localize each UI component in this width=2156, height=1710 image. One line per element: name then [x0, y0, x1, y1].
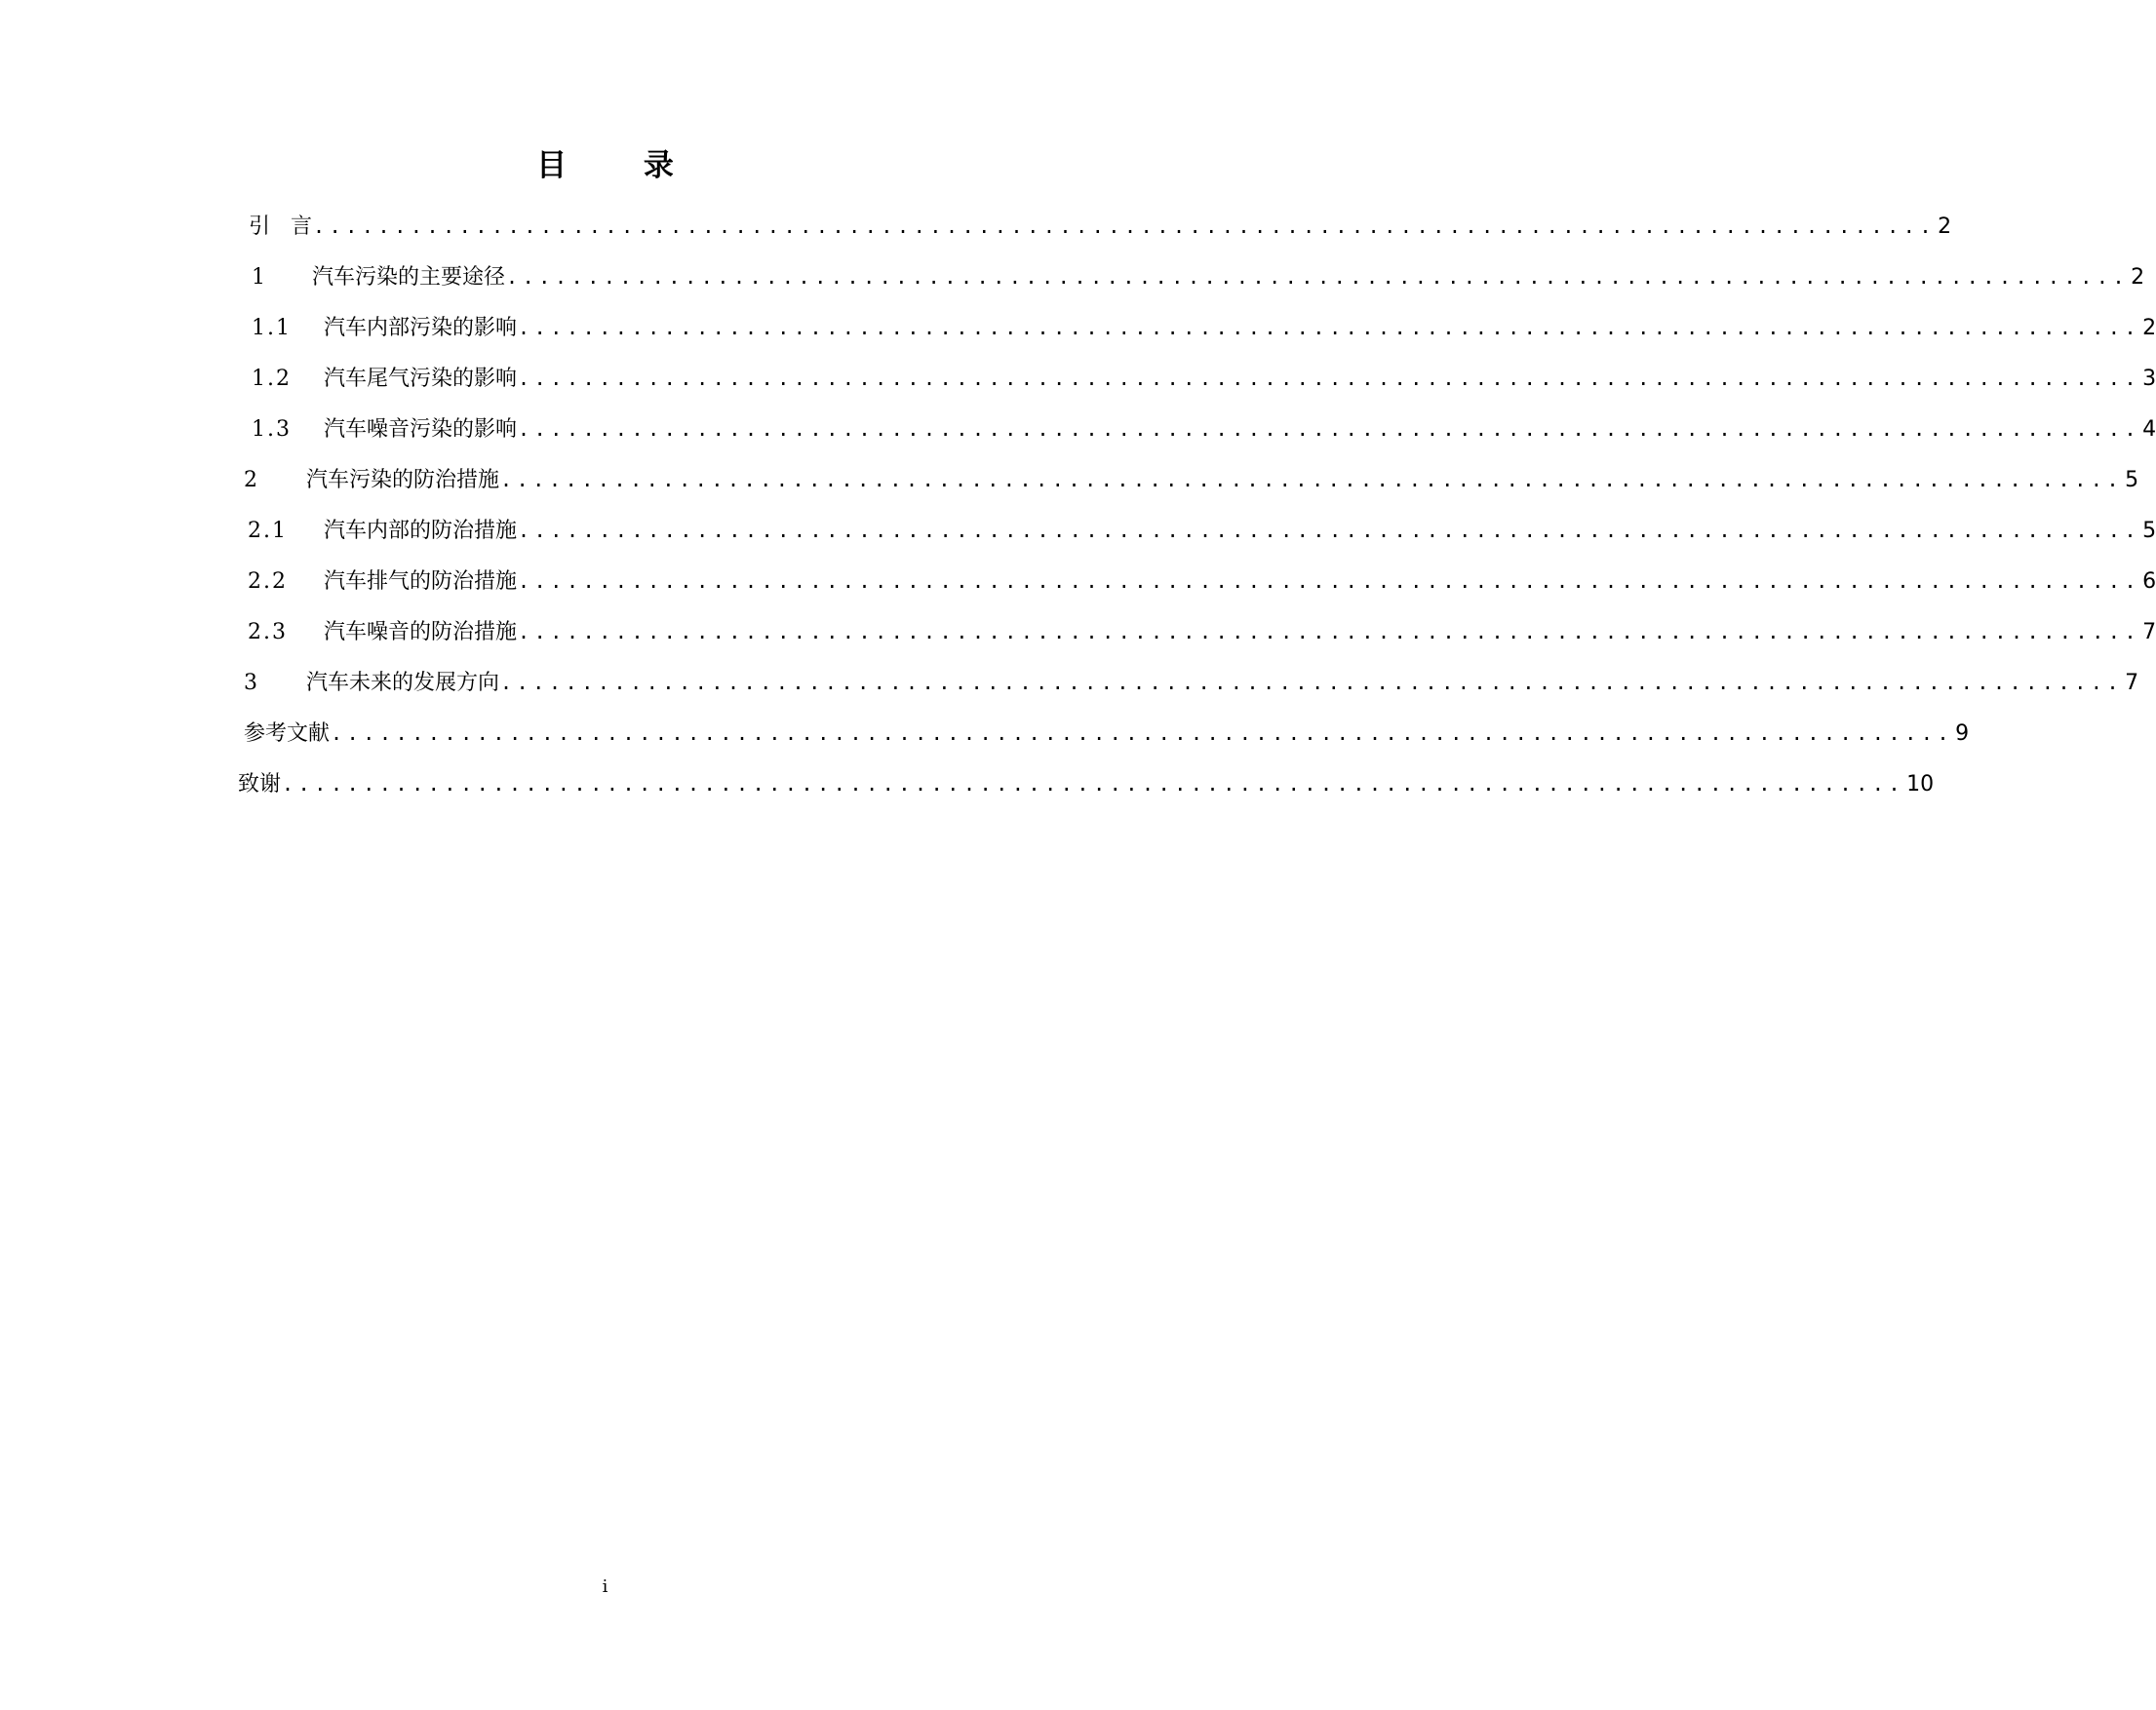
toc-entry-text: 汽车内部污染的影响 [324, 316, 518, 340]
toc-entry[interactable] [248, 566, 2156, 597]
toc-entry-page: 4 [2142, 417, 2156, 442]
toc-dot-leader: .................................................................................................... [506, 265, 2130, 289]
toc-entry-text: 汽车尾气污染的影响 [324, 367, 518, 391]
toc-dot-leader: .................................................................................................... [282, 772, 1905, 796]
toc-entry[interactable] [244, 668, 2139, 698]
toc-entry-text: 汽车噪音污染的影响 [324, 417, 518, 442]
toc-dot-leader: .................................................................................................... [500, 468, 2124, 491]
toc-entry[interactable] [252, 313, 2156, 343]
toc-entry-text: 参考文献 [244, 721, 331, 746]
toc-entry-number: 1.1 [252, 316, 292, 340]
toc-dot-leader: .................................................................................................... [331, 721, 1954, 745]
toc-entry-number: 2 [244, 468, 259, 492]
toc-entry-text: 汽车污染的主要途径 [312, 265, 506, 290]
page-number-footer: i [602, 1576, 608, 1597]
toc-entry[interactable] [244, 465, 2139, 495]
toc-dot-leader: .................................................................................................... [500, 671, 2124, 694]
toc-entry-number: 1 [252, 265, 267, 290]
toc-entry-text: 汽车污染的防治措施 [306, 468, 500, 492]
toc-entry-number: 1.3 [252, 417, 292, 442]
toc-entry-page: 3 [2142, 367, 2156, 391]
toc-entry-number: 2.1 [248, 519, 288, 543]
toc-entry[interactable] [248, 617, 2156, 647]
toc-dot-leader: .................................................................................................... [518, 519, 2141, 542]
toc-entry-page: 2 [1938, 214, 1952, 239]
toc-entry-text: 致谢 [238, 772, 282, 797]
toc-entry-number: 3 [244, 671, 259, 695]
toc-entry-text: 汽车内部的防治措施 [324, 519, 518, 543]
toc-entry-page: 7 [2125, 671, 2139, 695]
toc-entry[interactable] [248, 516, 2156, 546]
toc-entry-page: 6 [2142, 569, 2156, 594]
toc-entry-page: 2 [2131, 265, 2145, 290]
toc-title: 目 录 [536, 148, 707, 183]
toc-dot-leader: .................................................................................................... [518, 620, 2141, 643]
toc-dot-leader: .................................................................................................... [518, 316, 2141, 339]
toc-entry-page: 9 [1955, 721, 1970, 746]
toc-dot-leader: .................................................................................................... [518, 417, 2141, 441]
toc-entry-text: 汽车排气的防治措施 [324, 569, 518, 594]
toc-dot-leader: .................................................................................................... [518, 569, 2141, 593]
toc-entry[interactable] [238, 769, 1935, 799]
toc-entry-text: 汽车未来的发展方向 [306, 671, 500, 695]
toc-entry-page: 7 [2142, 620, 2156, 644]
toc-entry-number: 2.3 [248, 620, 288, 644]
toc-entry-number: 2.2 [248, 569, 288, 594]
toc-entry-page: 5 [2125, 468, 2139, 492]
toc-entry-page: 2 [2142, 316, 2156, 340]
toc-entry[interactable] [252, 364, 2156, 394]
toc-entry[interactable] [249, 212, 1952, 242]
toc-dot-leader: .................................................................................................... [312, 214, 1937, 238]
toc-entry-number: 1.2 [252, 367, 292, 391]
toc-entry-page: 10 [1906, 772, 1935, 797]
toc-dot-leader: .................................................................................................... [518, 367, 2141, 390]
toc-entry[interactable] [252, 262, 2145, 292]
toc-entry-page: 5 [2142, 519, 2156, 543]
toc-entry-text: 引 言 [249, 214, 312, 239]
toc-entry-text: 汽车噪音的防治措施 [324, 620, 518, 644]
toc-entry[interactable] [252, 414, 2156, 445]
toc-entry[interactable] [244, 719, 1970, 749]
